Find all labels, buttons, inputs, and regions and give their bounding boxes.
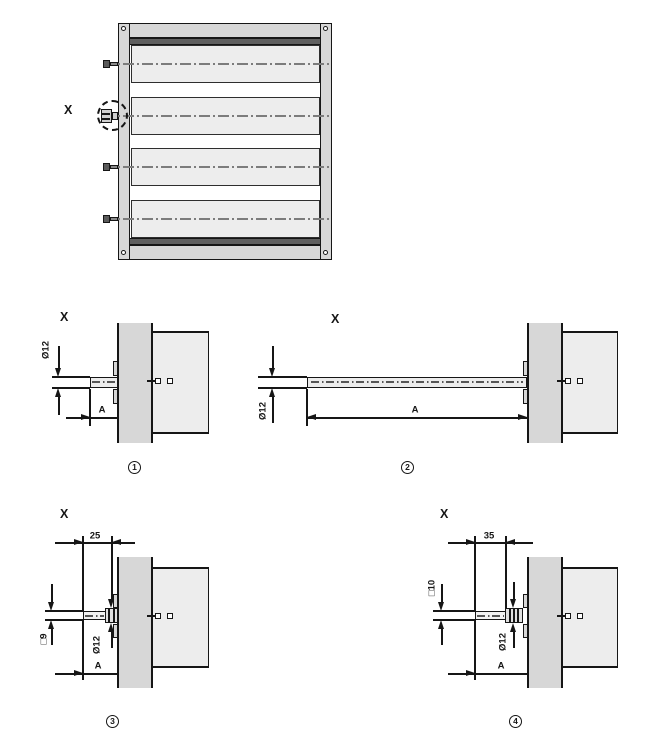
collar-spline-line (113, 608, 115, 623)
blade-pivot-square (167, 378, 173, 384)
frame-section (117, 557, 153, 688)
length-dimension-label: A (497, 660, 505, 672)
diameter-dimension-label: Ø12 (40, 341, 52, 359)
blade-centerline (104, 166, 330, 168)
frame-left-column (118, 23, 130, 260)
arrowhead (269, 368, 275, 377)
blade-pivot-square (577, 613, 583, 619)
arrowhead (506, 539, 515, 545)
bearing-boss (113, 389, 118, 404)
blade-shaft-stub (103, 215, 110, 223)
collar-spline-line (108, 608, 110, 623)
arrowhead (55, 388, 61, 397)
extension-line (82, 536, 84, 612)
extension-line (306, 389, 308, 426)
square-length-dimension-label: 35 (483, 530, 495, 542)
bearing-boss (113, 361, 118, 376)
variant-number-badge (106, 715, 119, 728)
extension-line (258, 387, 307, 389)
bearing-boss (523, 389, 528, 404)
shaft-collar (105, 608, 118, 623)
diameter-dimension-label: Ø12 (497, 633, 509, 651)
pivot-tick (147, 380, 155, 382)
arrowhead (55, 368, 61, 377)
collar-spline-line (509, 608, 511, 623)
bearing-boss (523, 624, 528, 638)
blade-pivot-square (565, 378, 571, 384)
arrowhead (269, 388, 275, 397)
blade-pivot-square (155, 378, 161, 384)
diameter-dimension-label: Ø12 (91, 636, 103, 654)
frame-section (527, 323, 563, 443)
blade-shaft-stub (110, 62, 118, 66)
dimension-line (272, 346, 274, 368)
blade-shaft-stub (110, 165, 118, 169)
square-dimension-label: □10 (426, 579, 438, 597)
corner-screw-icon (121, 250, 126, 255)
bearing-boss (523, 361, 528, 376)
extension-line (111, 536, 113, 599)
blade-pivot-square (167, 613, 173, 619)
arrowhead (48, 602, 54, 611)
dimension-line (272, 397, 274, 423)
blade-section (153, 331, 209, 434)
frame-bottom-rail (129, 245, 321, 260)
detail-marker-circle (97, 100, 128, 131)
extension-line (89, 389, 91, 426)
blade-pivot-square (155, 613, 161, 619)
extension-line (474, 536, 476, 612)
dimension-line (51, 629, 53, 645)
detail-marker-label: X (331, 312, 340, 326)
corner-screw-icon (323, 26, 328, 31)
dimension-line (55, 673, 117, 675)
frame-section (117, 323, 153, 443)
detail-marker-label: X (60, 507, 69, 521)
dimension-line (51, 584, 53, 602)
arrowhead (48, 620, 54, 629)
corner-screw-icon (323, 250, 328, 255)
dimension-line (66, 417, 117, 419)
dimension-line (513, 632, 515, 648)
arrowhead (307, 414, 316, 420)
arrowhead (81, 414, 90, 420)
blade-shaft-stub (110, 217, 118, 221)
arrowhead (74, 670, 83, 676)
blade-pivot-square (577, 378, 583, 384)
blade-centerline (104, 115, 330, 117)
length-dimension-label: A (411, 404, 419, 416)
arrowhead (466, 670, 475, 676)
blade-section (153, 567, 209, 668)
arrowhead (518, 414, 527, 420)
shaft-centerline (92, 381, 116, 383)
detail-marker-label: X (60, 310, 69, 324)
top-seal-band (130, 38, 320, 45)
square-length-dimension-label: 25 (89, 530, 101, 542)
arrowhead (510, 623, 516, 632)
extension-line (258, 376, 307, 378)
dimension-line (441, 584, 443, 602)
dimension-line (448, 542, 533, 544)
extension-line (505, 536, 507, 608)
arrowhead (112, 539, 121, 545)
blade-shaft-stub (103, 163, 110, 171)
detail-marker-label: X (64, 103, 73, 117)
shaft-centerline (85, 615, 104, 617)
bottom-seal-band (130, 238, 320, 245)
pivot-tick (557, 380, 565, 382)
pivot-tick (557, 615, 565, 617)
collar-spline-line (513, 608, 515, 623)
arrowhead (510, 599, 516, 608)
length-dimension-label: A (98, 404, 106, 416)
variant-number: 4 (513, 716, 518, 727)
blade-centerline (104, 218, 330, 220)
dimension-line (307, 417, 527, 419)
variant-number-badge (401, 461, 414, 474)
arrowhead (438, 620, 444, 629)
variant-number-badge (509, 715, 522, 728)
variant-number-badge (128, 461, 141, 474)
variant-number: 3 (110, 716, 115, 727)
blade-section (563, 567, 618, 668)
dimension-line (58, 346, 60, 368)
dimension-line (448, 673, 527, 675)
arrowhead (108, 623, 114, 632)
shaft-centerline (311, 381, 523, 383)
frame-right-column (320, 23, 332, 260)
dimension-line (111, 632, 113, 648)
blade-shaft-stub (103, 60, 110, 68)
blade-section (563, 331, 618, 434)
blade-centerline (104, 63, 330, 65)
corner-screw-icon (121, 26, 126, 31)
dimension-line (513, 582, 515, 599)
bearing-boss (523, 594, 528, 608)
shaft-centerline (477, 615, 504, 617)
arrowhead (438, 602, 444, 611)
dimension-line (441, 629, 443, 645)
frame-section (527, 557, 563, 688)
dimension-line (58, 397, 60, 415)
length-dimension-label: A (94, 660, 102, 672)
variant-number: 1 (132, 462, 137, 473)
arrowhead (108, 599, 114, 608)
dimension-line (55, 542, 135, 544)
square-dimension-label: □9 (38, 633, 50, 645)
detail-marker-label: X (440, 507, 449, 521)
frame-top-rail (129, 23, 321, 38)
variant-number: 2 (405, 462, 410, 473)
diameter-dimension-label: Ø12 (257, 402, 269, 420)
collar-spline-line (517, 608, 519, 623)
blade-pivot-square (565, 613, 571, 619)
pivot-tick (147, 615, 155, 617)
